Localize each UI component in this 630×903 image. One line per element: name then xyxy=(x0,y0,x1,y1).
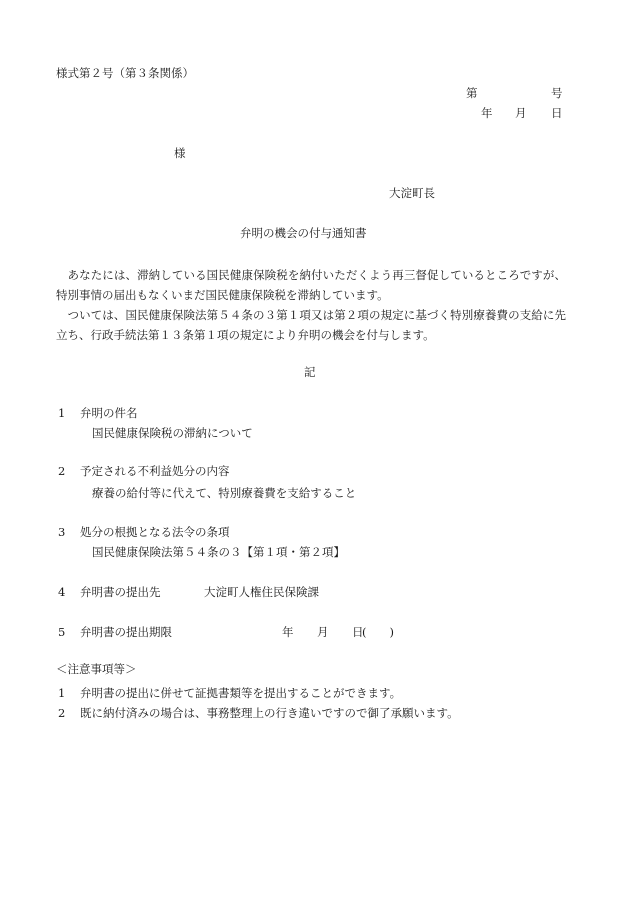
note-text: 既に納付済みの場合は、事務整理上の行き違いですので御了承願います。 xyxy=(80,706,459,720)
ki-heading: 記 xyxy=(304,365,316,379)
item-number: 3 xyxy=(58,525,66,539)
item-title: 弁明書の提出期限 xyxy=(80,625,172,639)
issuer-name: 大淀町長 xyxy=(389,186,435,200)
body-paragraph-2: ついては、国民健康保険法第５４条の３第１項又は第２項の規定に基づく特別療養費の支給に先立ち、行政手続法第１３条第１項の規定により弁明の機会を付与します。 xyxy=(56,308,566,342)
item-number: 5 xyxy=(58,625,66,639)
deadline-day-label: 日 xyxy=(352,625,364,639)
note-number: 1 xyxy=(58,686,66,700)
item-detail: 療養の給付等に代えて、特別療養費を支給すること xyxy=(92,486,357,500)
date-day-label: 日 xyxy=(551,106,563,120)
item-title: 処分の根拠となる法令の条項 xyxy=(80,525,230,539)
date-month-label: 月 xyxy=(515,106,527,120)
deadline-weekday-placeholder: ( ) xyxy=(362,625,394,639)
item-detail: 国民健康保険税の滞納について xyxy=(92,426,253,440)
date-year-label: 年 xyxy=(481,106,493,120)
note-number: 2 xyxy=(58,706,66,720)
note-text: 弁明書の提出に併せて証拠書類等を提出することができます。 xyxy=(80,686,402,700)
submission-destination: 大淀町人権住民保険課 xyxy=(204,585,319,599)
deadline-year-label: 年 xyxy=(282,625,294,639)
addressee-honorific: 様 xyxy=(174,146,186,160)
item-title: 弁明の件名 xyxy=(80,406,138,420)
item-number: 2 xyxy=(58,464,66,478)
document-number-suffix: 号 xyxy=(551,86,563,100)
item-number: 4 xyxy=(58,585,66,599)
form-label: 様式第２号（第３条関係） xyxy=(56,66,194,80)
item-title: 弁明書の提出先 xyxy=(80,585,161,599)
document-title: 弁明の機会の付与通知書 xyxy=(240,226,367,240)
notes-heading: ＜注意事項等＞ xyxy=(56,662,137,676)
item-detail: 国民健康保険法第５４条の３【第１項・第２項】 xyxy=(92,545,345,559)
item-number: 1 xyxy=(58,406,66,420)
document-number-prefix: 第 xyxy=(466,86,478,100)
body-paragraph-1: あなたには、滞納している国民健康保険税を納付いただくよう再三督促しているところですが、特別事情の届出もなくいまだ国民健康保険税を滞納しています。 xyxy=(56,268,566,302)
item-title: 予定される不利益処分の内容 xyxy=(80,464,230,478)
deadline-month-label: 月 xyxy=(317,625,329,639)
